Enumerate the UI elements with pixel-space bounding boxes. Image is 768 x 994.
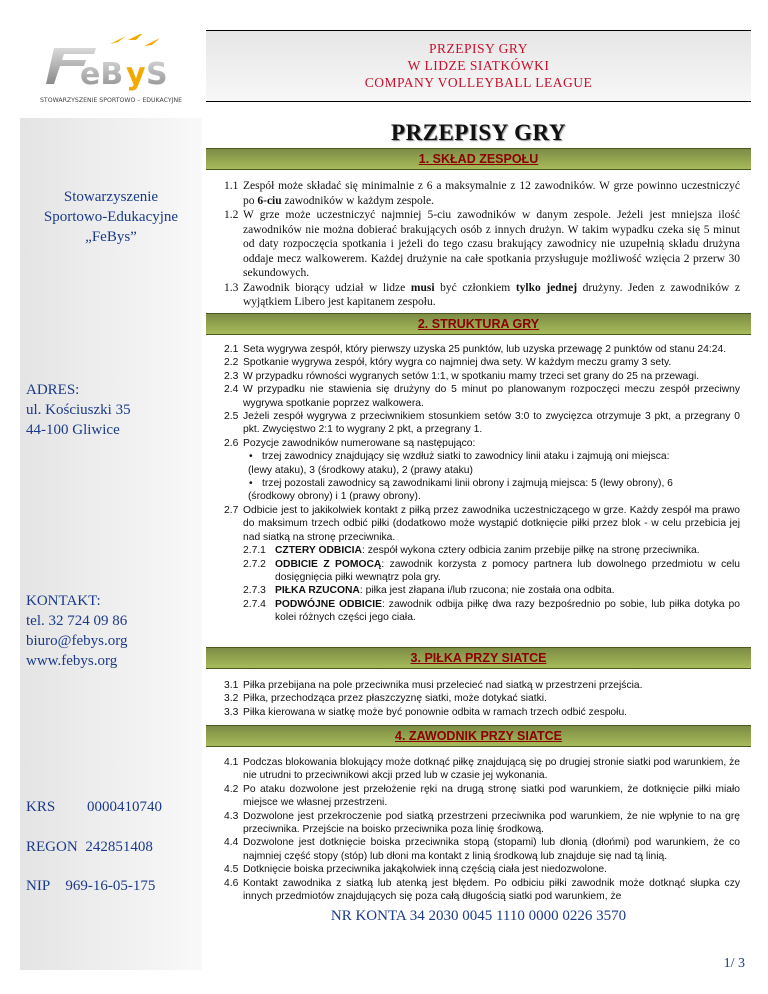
item-text: W przypadku nie stawienia się drużyny do 5 minut po planowanym rozpoczęci meczu zespół przeciwny wygrywa spotkanie poprzez walkowera.: [243, 384, 740, 409]
bullet-item: [224, 477, 740, 490]
sidebar-krs: [26, 797, 196, 817]
item-text: Zespół może składać się minimalnie z 6 a maksymalnie z 12 zawodników. W grze powinno uczestniczyć po 6-ciu zawodników w każdym zespole.: [243, 180, 740, 207]
list-item: [224, 208, 740, 281]
item-number: 1.1: [224, 180, 239, 192]
section-heading-text: 4. ZAWODNIK PRZY SIATCE: [395, 729, 562, 743]
item-text: Kontakt zawodnika z siatką lub atenką jest błędem. Po odbiciu piłki zawodnik może dotknąć słupka czy innych przedmiotów znajdujących się poza całą długością siatki pod warunkiem, że: [243, 877, 740, 903]
list-item: [224, 756, 740, 783]
document-header: [206, 30, 751, 102]
address-label: ADRES:: [26, 382, 80, 398]
list-item: [224, 504, 740, 544]
febys-logo: [36, 34, 186, 114]
page-number: 1/ 3: [723, 956, 745, 971]
krs-value: 0000410740: [86, 799, 162, 815]
item-text: Odbicie jest to jakikolwiek kontakt z piłką przez zawodnika uczestniczącego w grze. Każdy zespół ma prawo do maksimum trzech odbić piłki (dodatkowo może wystąpić dotknięcie piłki przez blok - w celu przebicia jej nad siatką na stronę przeciwnika.: [243, 504, 740, 543]
item-text: Seta wygrywa zespół, który pierwszy uzyska 25 punktów, lub uzyska przewagę 2 punktów od stanu 24:24.: [243, 344, 727, 355]
sidebar-org: [20, 187, 202, 247]
item-number: 4.2: [224, 783, 239, 795]
sub-item-number: 2.7.3: [243, 585, 266, 597]
regon-label: REGON: [26, 839, 78, 855]
header-line-2: W LIDZE SIATKÓWKI: [407, 58, 550, 73]
item-number: 1.2: [224, 209, 239, 221]
item-number: 4.1: [224, 757, 239, 768]
address-street: ul. Kościuszki 35: [26, 402, 131, 418]
item-number: 2.1: [224, 344, 239, 355]
contact-label: KONTAKT:: [26, 593, 101, 609]
sidebar-contact: [26, 591, 127, 671]
sub-item: [224, 544, 740, 557]
sub-item-number: 2.7.4: [243, 598, 266, 610]
item-number: 1.3: [224, 281, 239, 294]
item-number: 2.2: [224, 357, 239, 369]
item-number: 3.1: [224, 680, 239, 691]
list-item: [224, 836, 740, 863]
list-item: [224, 706, 740, 719]
sidebar-address: [26, 380, 131, 440]
contact-website[interactable]: www.febys.org: [26, 653, 118, 669]
section-heading-text: 2. STRUKTURA GRY: [417, 317, 540, 331]
list-item: [224, 437, 740, 450]
item-text: Pozycje zawodników numerowane są następująco:: [243, 437, 476, 449]
item-text: Dozwolone jest przekroczenie pod siatką przestrzeni przeciwnika pod warunkiem, że nie wpłynie to na grę przeciwnika. Przejście na boisko przeciwnika poza linię środkową.: [243, 810, 740, 836]
sub-item: [224, 584, 740, 597]
item-text: W grze może uczestniczyć najmniej 5-ciu zawodników w danym zespole. Jeżeli jest mniejsza ilość zawodników nie można dobierać brakujących osób z innych drużyn. W takim wypadku czeka się 5 minut od daty rozpoczęcia spotkania i jeżeli do tego czasu brakujący zawodnicy nie uzupełnią składu drużyna oddaje mecz walkowerem. Każdej drużynie na całe spotkania przysługuje możliwość wzięcia 2 przerw 30 sekundowych.: [243, 209, 740, 279]
sub-item: [224, 598, 740, 625]
section-heading-1: [206, 148, 751, 170]
list-item: [224, 863, 740, 876]
item-text: Piłka kierowana w siatkę może być ponownie odbita w ramach trzech odbić zespołu.: [243, 706, 628, 718]
bullet-text: trzej pozostali zawodnicy są zawodnikami linii obrony i zajmują miejsca: 5 (lewy obrony), 6: [262, 478, 673, 490]
list-item: [224, 679, 740, 692]
item-text: Spotkanie wygrywa zespół, który wygra co najmniej dwa sety. W każdym meczu gramy 3 sety.: [243, 357, 672, 369]
item-number: 2.7: [224, 504, 239, 516]
item-text: Po ataku dozwolone jest przełożenie ręki na drugą stronę siatki pod warunkiem, że dotknięcie piłki miało miejsce we własnej przestrzeni.: [243, 783, 740, 809]
item-text: Dozwolone jest dotknięcie boiska przeciwnika stopą (stopami) lub dłonią (dłońmi) pod warunkiem, że co najmniej część stopy (stóp) lub dłoni ma kontakt z linią środkową lub znajduje się nad tą linią.: [243, 837, 740, 862]
section-1-list: [224, 179, 740, 310]
bullet-item: [224, 450, 740, 463]
item-number: 4.4: [224, 837, 239, 849]
list-item: [224, 692, 740, 705]
section-heading-text: 3. PIŁKA PRZY SIATCE: [410, 651, 547, 665]
nip-label: NIP: [26, 878, 50, 894]
febys-logo-graphic: [36, 34, 186, 114]
header-line-1: PRZEPISY GRY: [429, 41, 528, 56]
list-item: [224, 179, 740, 208]
bank-account-footer: NR KONTA 34 2030 0045 1110 0000 0226 3570: [330, 908, 627, 924]
item-number: 2.5: [224, 411, 239, 423]
item-text: Dotknięcie boiska przeciwnika jakąkolwiek inną częścią ciała jest niedozwolone.: [243, 864, 608, 876]
sub-item-number: 2.7.2: [243, 558, 266, 570]
contact-email[interactable]: biuro@febys.org: [26, 633, 128, 649]
item-text: Podczas blokowania blokujący może dotknąć piłkę znajdującą się po drugiej stronie siatki pod warunkiem, że nie utrudni to przeciwnikowi akcji przed lub w czasie jej wykonania.: [243, 757, 740, 782]
bullet-text: trzej zawodnicy znajdujący się wzdłuż siatki to zawodnicy linii ataku i zajmują oni miejsca:: [262, 451, 670, 463]
logo-tagline: STOWARZYSZENIE SPORTOWO – EDUKACYJNE: [40, 97, 182, 104]
list-item: [224, 810, 740, 837]
sub-item: [224, 558, 740, 585]
list-item: [224, 281, 740, 310]
org-line: Stowarzyszenie: [63, 189, 159, 205]
item-text: Zawodnik biorący udział w lidze musi być członkiem tylko jednej drużyny. Jeden z zawodników z wyjątkiem Libero jest kapitanem zespołu.: [243, 281, 740, 308]
item-number: 2.4: [224, 384, 239, 396]
page-title: PRZEPISY GRY: [391, 120, 566, 145]
list-item: [224, 356, 740, 369]
item-text: W przypadku równości wygranych setów 1:1, w spotkaniu mamy trzeci set grany do 25 na przewagi.: [243, 370, 700, 382]
sidebar-nip: [26, 876, 198, 896]
item-text: Piłka, przechodząca przez płaszczyznę siatki, może dotykać siatki.: [243, 693, 547, 705]
regon-value: 242851408: [85, 839, 153, 855]
section-3-list: [224, 679, 740, 719]
sub-item-text: CZTERY ODBICIA: zespół wykona cztery odbicia zanim przebije piłkę na stronę przeciwnika.: [275, 545, 700, 557]
svg-text:S: S: [146, 57, 168, 92]
address-city: 44-100 Gliwice: [26, 422, 120, 438]
item-text: Jeżeli zespół wygrywa z przeciwnikiem stosunkiem setów 3:0 to zwycięzca otrzymuje 3 pkt, a przegrany 0 pkt. Zwycięstwo 2:1 to wygrany 2 pkt, a przegrany 1.: [243, 411, 740, 436]
list-item: [224, 370, 740, 383]
header-line-3: COMPANY VOLLEYBALL LEAGUE: [364, 75, 593, 90]
section-heading-text: 1. SKŁAD ZESPOŁU: [418, 152, 539, 166]
section-heading-4: [206, 725, 751, 747]
nip-value: 969-16-05-175: [65, 878, 156, 894]
krs-label: KRS: [26, 799, 56, 815]
sub-item-text: PODWÓJNE ODBICIE: zawodnik odbija piłkę dwa razy bezpośrednio po sobie, lub piłka dotyka po kolei różnych części jego ciała.: [275, 598, 740, 624]
item-number: 2.3: [224, 370, 239, 382]
list-item: [224, 383, 740, 410]
bullet-continuation: (lewy ataku), 3 (środkowy ataku), 2 (prawy ataku): [248, 464, 473, 476]
org-line: „FeBys”: [85, 229, 137, 245]
list-item: [224, 783, 740, 810]
bullet-dot-icon: •: [249, 478, 253, 490]
item-number: 4.3: [224, 810, 239, 822]
svg-text:y: y: [126, 57, 146, 92]
item-number: 4.5: [224, 864, 239, 876]
item-number: 3.2: [224, 693, 239, 705]
section-heading-3: [206, 647, 751, 669]
list-item: [224, 343, 740, 356]
section-heading-2: [206, 313, 751, 335]
sub-item-text: ODBICIE Z POMOCĄ: zawodnik korzysta z pomocy partnera lub dowolnego przedmiotu w celu dosięgnięcia piłki wewnątrz pola gry.: [275, 558, 740, 583]
item-text: Piłka przebijana na pole przeciwnika musi przelecieć nad siatką w przestrzeni przejścia.: [243, 680, 643, 691]
item-number: 4.6: [224, 877, 239, 889]
svg-text:eB: eB: [80, 57, 124, 92]
contact-phone: tel. 32 724 09 86: [26, 613, 128, 629]
sidebar-regon: [26, 837, 196, 857]
org-line: Sportowo-Edukacyjne: [43, 209, 179, 225]
bullet-dot-icon: •: [249, 451, 253, 463]
item-number: 3.3: [224, 706, 239, 718]
item-number: 2.6: [224, 437, 239, 449]
bullet-continuation: (środkowy obrony) i 1 (prawy obrony).: [248, 491, 421, 503]
section-2-list: [224, 343, 740, 625]
sub-item-text: PIŁKA RZUCONA: piłka jest złapana i/lub rzucona; nie została ona odbita.: [275, 585, 615, 597]
list-item: [224, 877, 740, 904]
sub-item-number: 2.7.1: [243, 545, 266, 557]
section-4-list: [224, 756, 740, 903]
list-item: [224, 410, 740, 437]
